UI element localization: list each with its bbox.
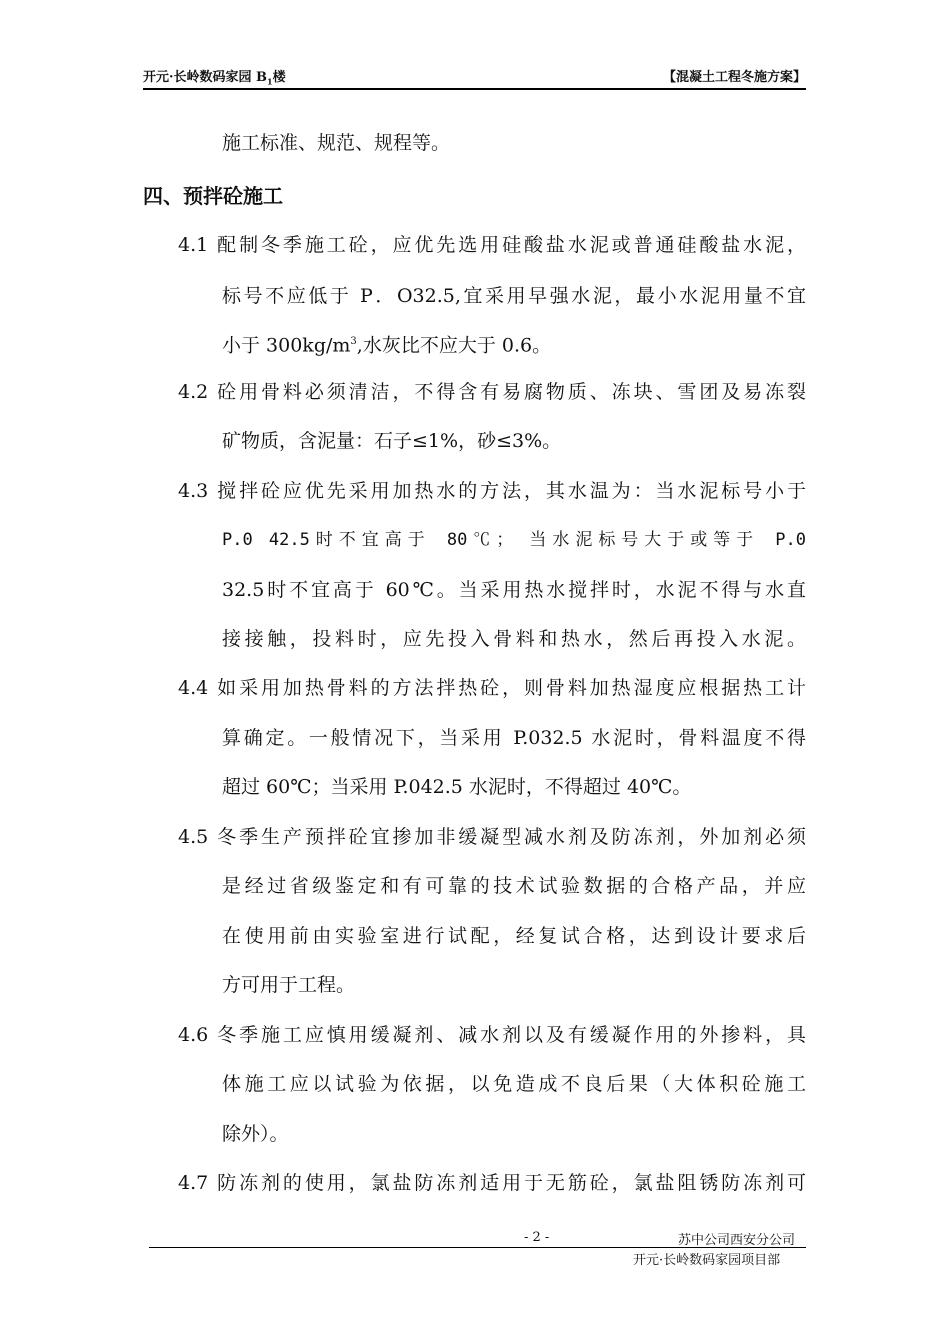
item-4-5-line-2: 是经过省级鉴定和有可靠的技术试验数据的合格产品，并应	[222, 875, 806, 897]
item-4-6-line-2: 体施工应以试验为依据，以免造成不良后果（大体积砼施工	[222, 1073, 806, 1095]
item-4-4-line-2: 算确定。一般情况下，当采用 P.032.5 水泥时，骨料温度不得	[222, 727, 806, 749]
item-4-5-line-1: 4.5 冬季生产预拌砼宜掺加非缓凝型减水剂及防冻剂，外加剂必须	[178, 826, 806, 848]
page-number: - 2 -	[524, 1230, 550, 1245]
page-header	[143, 66, 806, 90]
header-document-title: 【混凝土工程冬施方案】	[662, 70, 806, 85]
item-4-1-line-3-b: ,水灰比不应大于 0.6。	[356, 334, 552, 357]
item-4-3-line-1: 4.3 搅拌砼应优先采用加热水的方法，其水温为：当水泥标号小于	[178, 480, 806, 502]
item-4-1-line-2: 标号不应低于 P．O32.5,宜采用早强水泥，最小水泥用量不宜	[222, 285, 806, 307]
intro-line: 施工标准、规范、规程等。	[222, 132, 451, 154]
item-4-5-line-3: 在使用前由实验室进行试配，经复试合格，达到设计要求后	[222, 925, 806, 947]
item-4-2-line-1: 4.2 砼用骨料必须清洁，不得含有易腐物质、冻块、雪团及易冻裂	[178, 381, 806, 403]
item-4-7-line-1: 4.7 防冻剂的使用，氯盐防冻剂适用于无筋砼，氯盐阻锈防冻剂可	[178, 1172, 806, 1194]
item-4-6-line-1: 4.6 冬季施工应慎用缓凝剂、减水剂以及有缓凝作用的外掺料，具	[178, 1024, 806, 1046]
header-project-suffix: 楼	[272, 70, 286, 85]
section-title: 四、预拌砼施工	[143, 184, 283, 208]
item-4-3-line-3: 32.5时不宜高于 60℃。当采用热水搅拌时，水泥不得与水直	[222, 579, 806, 601]
item-4-1-line-1: 4.1 配制冬季施工砼，应优先选用硅酸盐水泥或普通硅酸盐水泥，	[178, 234, 806, 256]
footer-company: 苏中公司西安分公司	[678, 1233, 796, 1248]
item-4-6-line-3: 除外）。	[222, 1123, 289, 1145]
header-project-prefix: 开元·长岭数码家园 B	[143, 70, 268, 85]
item-4-3-line-4: 接接触，投料时，应先投入骨料和热水，然后再投入水泥。	[222, 628, 806, 650]
header-project-name	[143, 66, 286, 87]
item-4-3-line-2: P.0 42.5时不宜高于 80℃； 当水泥标号大于或等于 P.0	[222, 530, 806, 550]
header-building-subscript: 1	[267, 76, 273, 87]
item-4-2-line-2: 矿物质，含泥量：石子≤1%，砂≤3%。	[222, 430, 562, 452]
item-4-1-line-3-a: 小于 300kg/m	[222, 334, 351, 357]
item-4-5-line-4: 方可用于工程。	[222, 974, 356, 996]
item-4-1-line-3	[222, 330, 551, 357]
item-4-1-superscript: 3	[350, 336, 357, 347]
item-4-4-line-1: 4.4 如采用加热骨料的方法拌热砼，则骨料加热湿度应根据热工计	[178, 677, 806, 699]
footer-department: 开元·长岭数码家园项目部	[633, 1253, 781, 1268]
item-4-4-line-3: 超过 60℃；当采用 P.042.5 水泥时，不得超过 40℃。	[222, 776, 692, 798]
footer-divider	[149, 1247, 806, 1248]
